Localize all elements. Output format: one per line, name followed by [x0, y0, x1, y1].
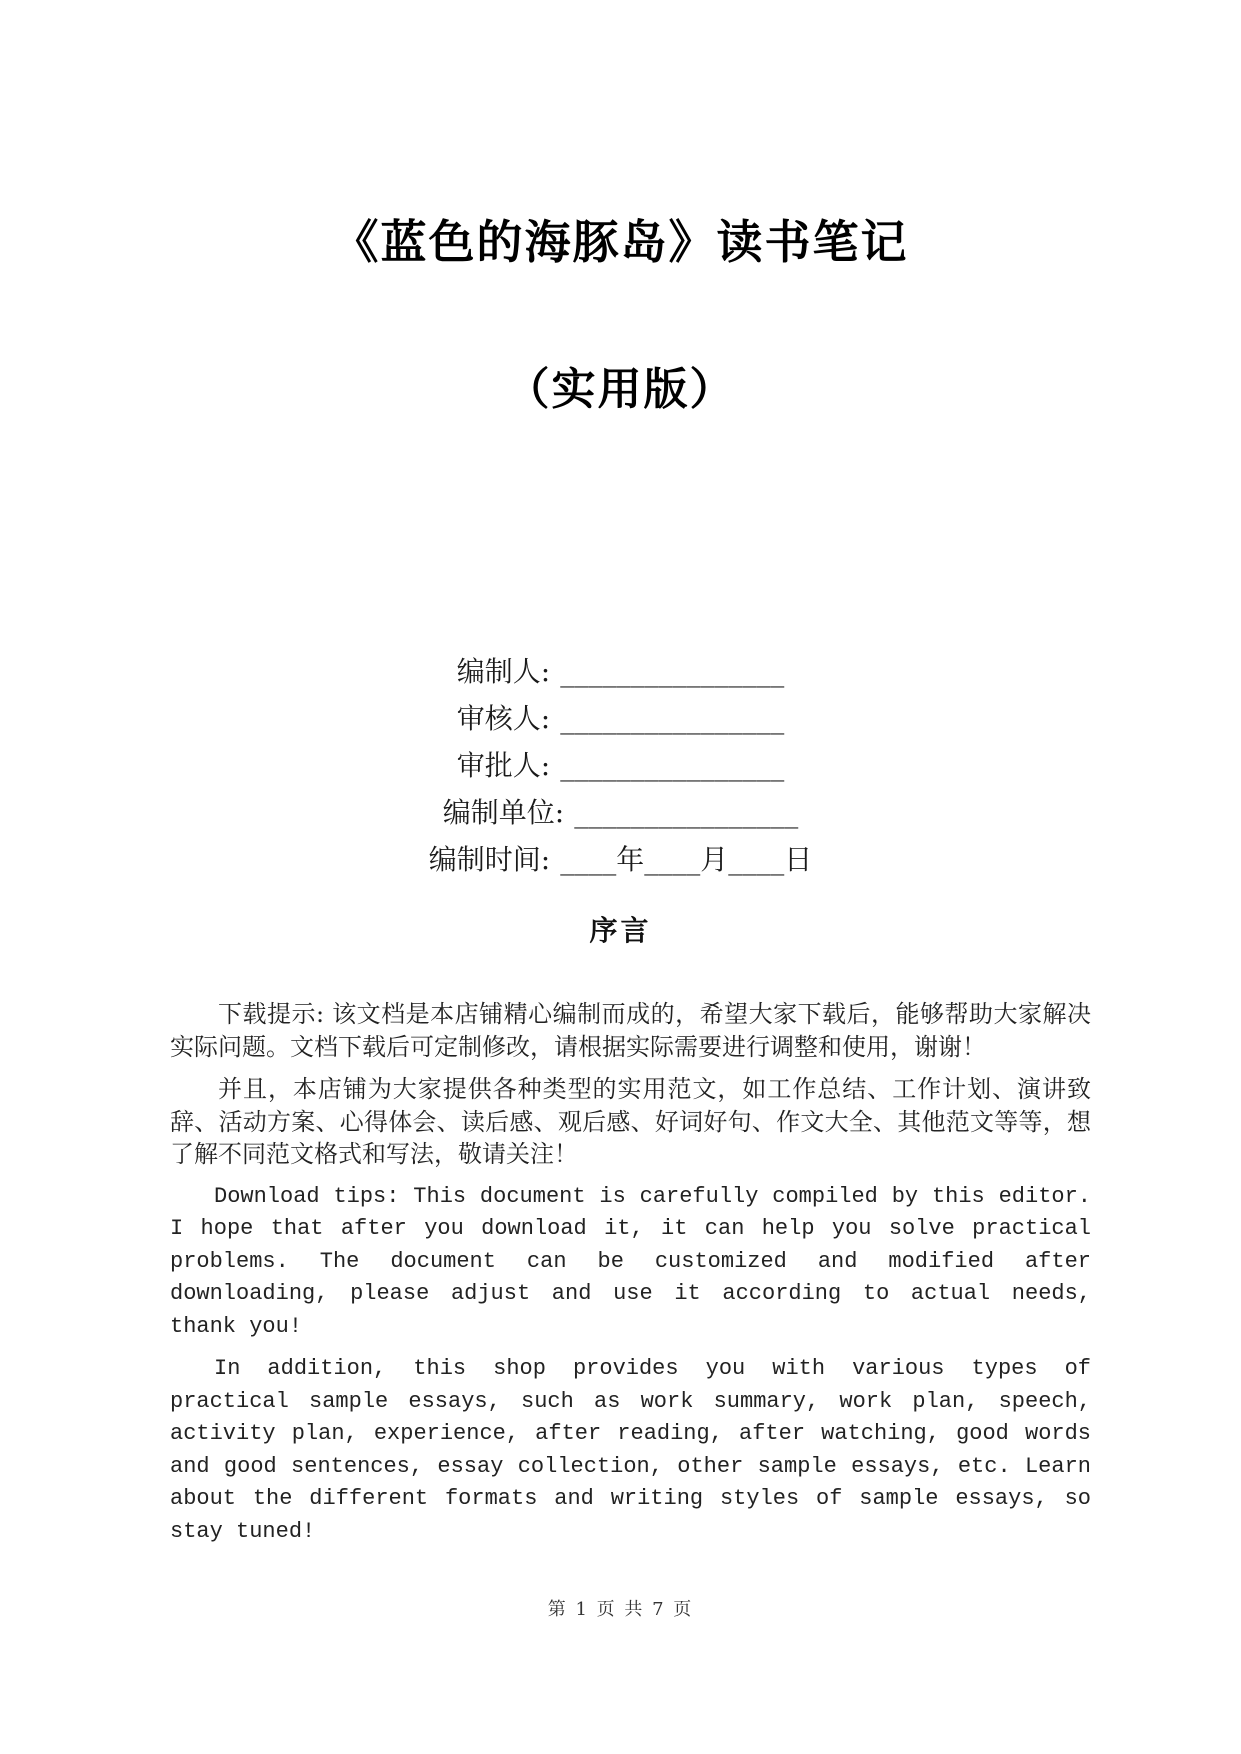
paragraph-download-tips-en: Download tips: This document is carefully compiled by this editor. I hope that after you download it, it can help you solve practical problems. The document can be customized and modified after downloading, please adjust and use it according to actual needs, thank you! — [170, 1183, 1091, 1339]
page-number-footer: 第 1 页 共 7 页 — [547, 1599, 694, 1620]
paragraph-download-tips-zh: 下载提示: 该文档是本店铺精心编制而成的，希望大家下载后，能够帮助大家解决实际问题。文档下载后可定制修改，请根据实际需要进行调整和使用，谢谢！ — [170, 1000, 1091, 1061]
form-blank-approver: ________________ — [560, 749, 785, 782]
form-blank-reviewer: ________________ — [560, 702, 785, 735]
form-blank-unit: ________________ — [574, 796, 799, 829]
form-blank-compiler: ________________ — [560, 655, 785, 688]
page-title: 《蓝色的海豚岛》读书笔记 — [332, 215, 909, 269]
form-label-compiler: 编制人: — [456, 655, 551, 688]
form-row-approver — [0, 742, 1241, 789]
form-label-reviewer: 审核人: — [456, 702, 551, 735]
section-heading-preface: 序言 — [589, 914, 652, 947]
body-content — [170, 998, 1091, 1558]
paragraph-shop-intro-en: In addition, this shop provides you with various types of practical sample essays, such as work summary, work plan, speech, activity plan, experience, after reading, after watching, good words and good sentences, essay collection, other sample essays, etc. Learn about the different formats and writing styles of sample essays, so stay tuned! — [170, 1356, 1091, 1544]
form-row-unit — [0, 789, 1241, 836]
form-label-unit: 编制单位: — [442, 796, 565, 829]
form-blank-date: ____年____月____日 — [560, 843, 813, 876]
form-row-compiler — [0, 648, 1241, 695]
form-row-reviewer — [0, 695, 1241, 742]
page-subtitle: （实用版） — [505, 364, 736, 415]
fill-in-form — [0, 648, 1241, 883]
form-label-approver: 审批人: — [456, 749, 551, 782]
form-label-date: 编制时间: — [428, 843, 551, 876]
paragraph-shop-intro-zh: 并且，本店铺为大家提供各种类型的实用范文，如工作总结、工作计划、演讲致辞、活动方案、心得体会、读后感、观后感、好词好句、作文大全、其他范文等等，想了解不同范文格式和写法，敬请关注！ — [170, 1075, 1091, 1168]
form-row-date — [0, 836, 1241, 883]
